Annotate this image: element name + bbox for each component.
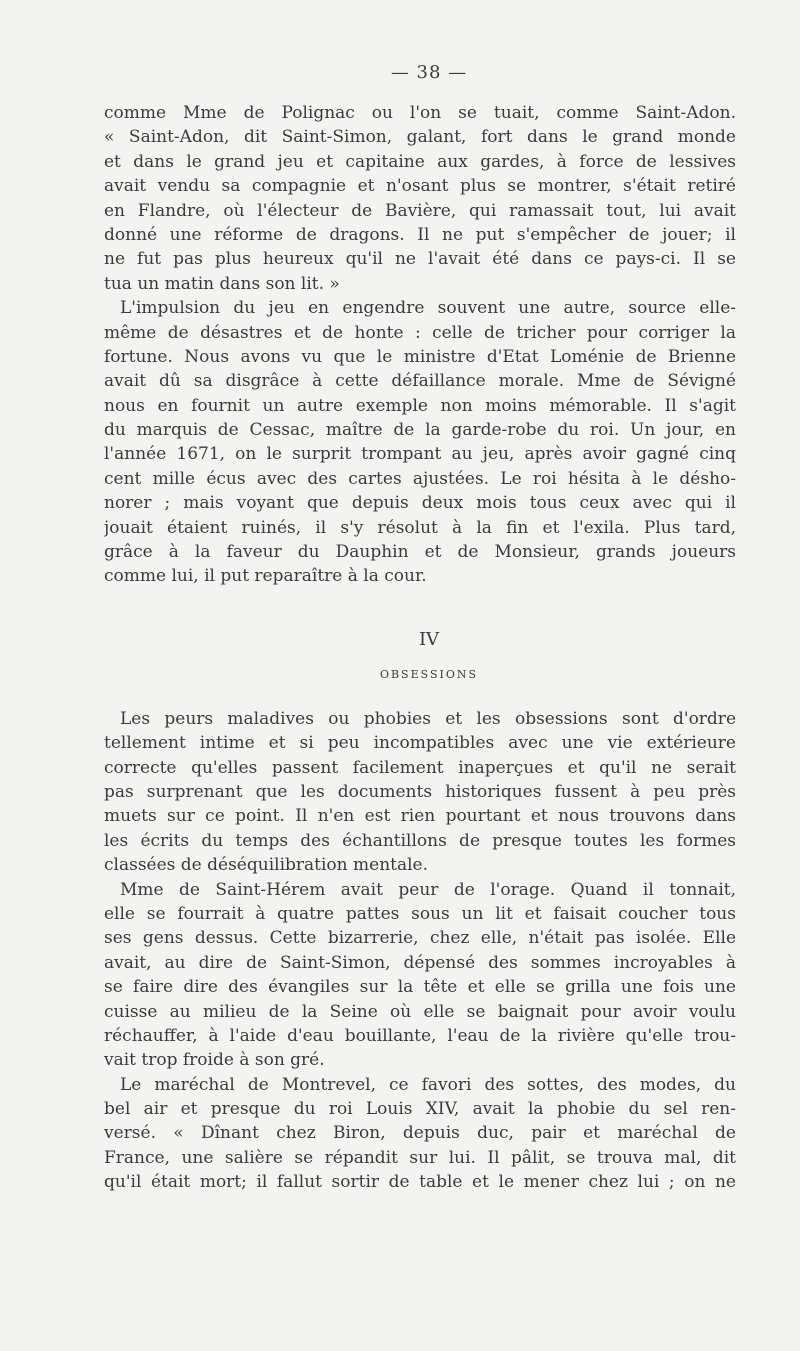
text-line: Les peurs maladives ou phobies et les obsessions sont d'ordre [120, 708, 736, 729]
text-line: tellement intime et si peu incompatibles avec une vie extérieure [104, 733, 736, 754]
text-line: avait vendu sa compagnie et n'osant plus se montrer, s'était retiré [104, 176, 736, 197]
body-text-section-1 [104, 101, 736, 589]
text-line: Mme de Saint-Hérem avait peur de l'orage. Quand il tonnait, [120, 879, 736, 900]
text-line: classées de déséquilibration mentale. [104, 855, 429, 876]
text-line: comme Mme de Polignac ou l'on se tuait, comme Saint-Adon. [104, 103, 736, 123]
page-number: — 38 — [390, 62, 468, 83]
text-line: les écrits du temps des échantillons de presque toutes les formes [104, 830, 736, 851]
text-line: correcte qu'elles passent facilement inaperçues et qu'il ne serait [104, 757, 736, 778]
text-line: comme lui, il put reparaître à la cour. [104, 566, 427, 587]
text-line: cent mille écus avec des cartes ajustées. Le roi hésita à le désho- [104, 468, 736, 489]
text-line: ses gens dessus. Cette bizarrerie, chez elle, n'était pas isolée. Elle [104, 928, 736, 949]
text-line: donné une réforme de dragons. Il ne put s'empêcher de jouer; il [104, 224, 736, 245]
text-line: réchauffer, à l'aide d'eau bouillante, l'eau de la rivière qu'elle trou- [104, 1025, 736, 1046]
book-page [104, 62, 736, 1195]
text-line: même de désastres et de honte : celle de tricher pour corriger la [104, 322, 736, 343]
text-line: se faire dire des évangiles sur la tête et elle se grilla une fois une [104, 977, 736, 998]
text-line: versé. « Dînant chez Biron, depuis duc, pair et maréchal de [104, 1123, 736, 1144]
body-text-section-2 [104, 707, 736, 1195]
text-line: avait dû sa disgrâce à cette défaillance morale. Mme de Sévigné [104, 371, 736, 392]
text-line: jouait étaient ruinés, il s'y résolut à la fin et l'exila. Plus tard, [104, 517, 736, 538]
text-line: France, une salière se répandit sur lui. Il pâlit, se trouva mal, dit [104, 1147, 736, 1168]
text-line: Le maréchal de Montrevel, ce favori des sottes, des modes, du [120, 1074, 736, 1095]
text-line: tua un matin dans son lit. » [104, 273, 340, 294]
text-line: muets sur ce point. Il n'en est rien pourtant et nous trouvons dans [104, 806, 736, 827]
text-line: avait, au dire de Saint-Simon, dépensé des sommes incroyables à [104, 952, 736, 973]
text-line: elle se fourrait à quatre pattes sous un lit et faisait coucher tous [104, 903, 736, 924]
text-line: bel air et presque du roi Louis XIV, avait la phobie du sel ren- [104, 1099, 736, 1120]
text-line: en Flandre, où l'électeur de Bavière, qui ramassait tout, lui avait [104, 200, 736, 221]
text-line: pas surprenant que les documents historiques fussent à peu près [104, 781, 736, 802]
text-line: du marquis de Cessac, maître de la garde-robe du roi. Un jour, en [104, 420, 736, 441]
text-line: l'année 1671, on le surprit trompant au jeu, après avoir gagné cinq [104, 444, 736, 465]
text-line: norer ; mais voyant que depuis deux mois tous ceux avec qui il [104, 493, 736, 514]
text-line: ne fut pas plus heureux qu'il ne l'avait été dans ce pays-ci. Il se [104, 249, 736, 270]
text-line: L'impulsion du jeu en engendre souvent une autre, source elle- [120, 298, 736, 319]
text-line: et dans le grand jeu et capitaine aux gardes, à force de lessives [104, 151, 736, 172]
text-line: cuisse au milieu de la Seine où elle se baignait pour avoir voulu [104, 1001, 736, 1022]
text-line: nous en fournit un autre exemple non moins mémorable. Il s'agit [104, 395, 736, 416]
text-line: vait trop froide à son gré. [104, 1050, 325, 1071]
chapter-title: OBSESSIONS [379, 667, 479, 681]
text-line: fortune. Nous avons vu que le ministre d'Etat Loménie de Brienne [104, 346, 736, 367]
chapter-number: IV [418, 628, 440, 650]
text-line: « Saint-Adon, dit Saint-Simon, galant, fort dans le grand monde [104, 127, 736, 148]
text-line: grâce à la faveur du Dauphin et de Monsieur, grands joueurs [104, 542, 736, 563]
text-line: qu'il était mort; il fallut sortir de table et le mener chez lui ; on ne [104, 1172, 736, 1193]
